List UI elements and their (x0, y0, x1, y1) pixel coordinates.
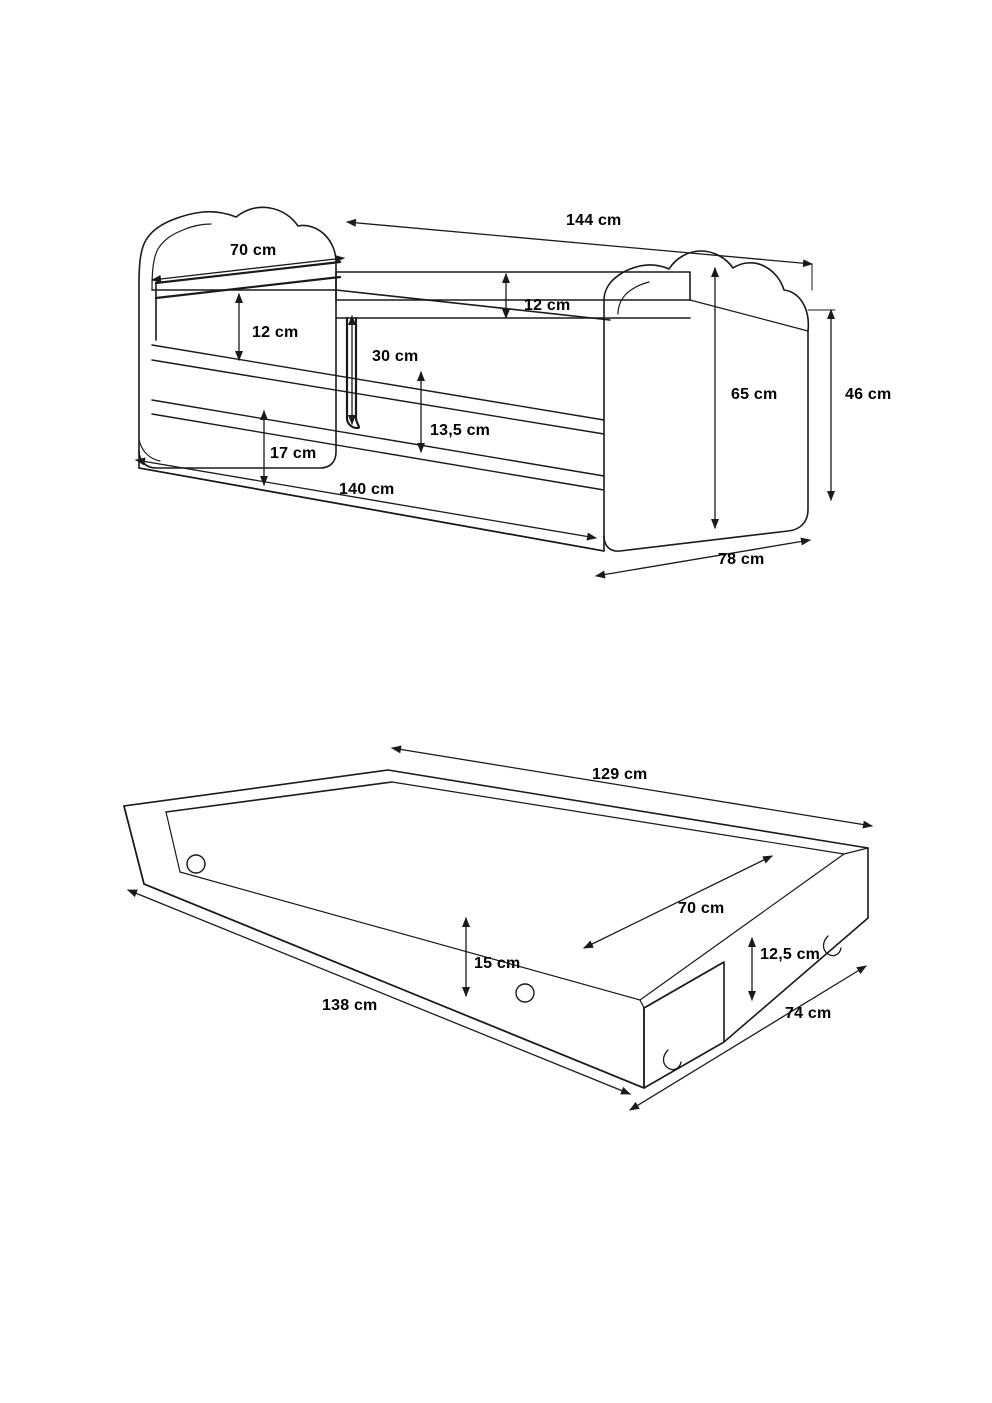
drawer-inner-floor-right (640, 854, 844, 1000)
drawer-inner-floor-front (640, 1000, 644, 1008)
drawer-handle-left (187, 855, 205, 873)
label-mattress-13-5: 13,5 cm (430, 422, 491, 439)
label-bed-length-144: 144 cm (566, 212, 622, 229)
bed-front-band-c (152, 400, 604, 476)
bed-rear-back-edge (690, 300, 808, 331)
drawer-castor-front (664, 1050, 682, 1070)
bed-front-band-d (152, 414, 604, 490)
dim-129-line (392, 748, 872, 826)
label-panel-12-back: 12 cm (524, 297, 571, 314)
drawer-handle-right (516, 984, 534, 1002)
label-drawer-12-5: 12,5 cm (760, 946, 821, 963)
drawer-figure (124, 748, 872, 1110)
label-drawer-70: 70 cm (678, 900, 725, 917)
label-panel-12-front: 12 cm (252, 324, 299, 341)
drawer-right-bottom (724, 918, 868, 1042)
bed-side-panel (139, 451, 604, 551)
drawer-front-face (124, 806, 644, 1088)
dim-70-line (152, 258, 344, 280)
drawer-inner-floor-left (180, 872, 640, 1000)
label-drawer-129: 129 cm (592, 766, 648, 783)
drawer-inner-top-left (166, 782, 392, 812)
bed-front-band-b (152, 360, 604, 434)
label-headboard-65: 65 cm (731, 386, 778, 403)
label-base-17: 17 cm (270, 445, 317, 462)
dim-74-line (630, 966, 866, 1110)
label-rail-height-30: 30 cm (372, 348, 419, 365)
drawer-inner-rim-left (166, 812, 180, 872)
dim-138-line (128, 890, 630, 1094)
drawer-front-left-edge (124, 806, 144, 884)
dim-78-line (596, 540, 810, 576)
drawer-rear-inner-edge (844, 848, 868, 854)
label-mattress-140: 140 cm (339, 481, 395, 498)
safety-rail-post (347, 318, 359, 428)
bed-left-foot (139, 440, 160, 461)
label-footboard-46: 46 cm (845, 386, 892, 403)
label-rail-length-70: 70 cm (230, 242, 277, 259)
drawer-castor-rear (824, 936, 842, 956)
dim-140-line (136, 460, 596, 538)
label-drawer-138: 138 cm (322, 997, 378, 1014)
label-bed-width-78: 78 cm (718, 551, 765, 568)
label-drawer-74: 74 cm (785, 1005, 832, 1022)
drawer-left-inner (144, 884, 644, 1088)
drawer-right-face (644, 962, 724, 1088)
footboard-outline (604, 251, 808, 551)
drawer-inner-rim-back (392, 782, 844, 854)
label-drawer-15: 15 cm (474, 955, 521, 972)
footboard-inner-edge (618, 282, 649, 314)
